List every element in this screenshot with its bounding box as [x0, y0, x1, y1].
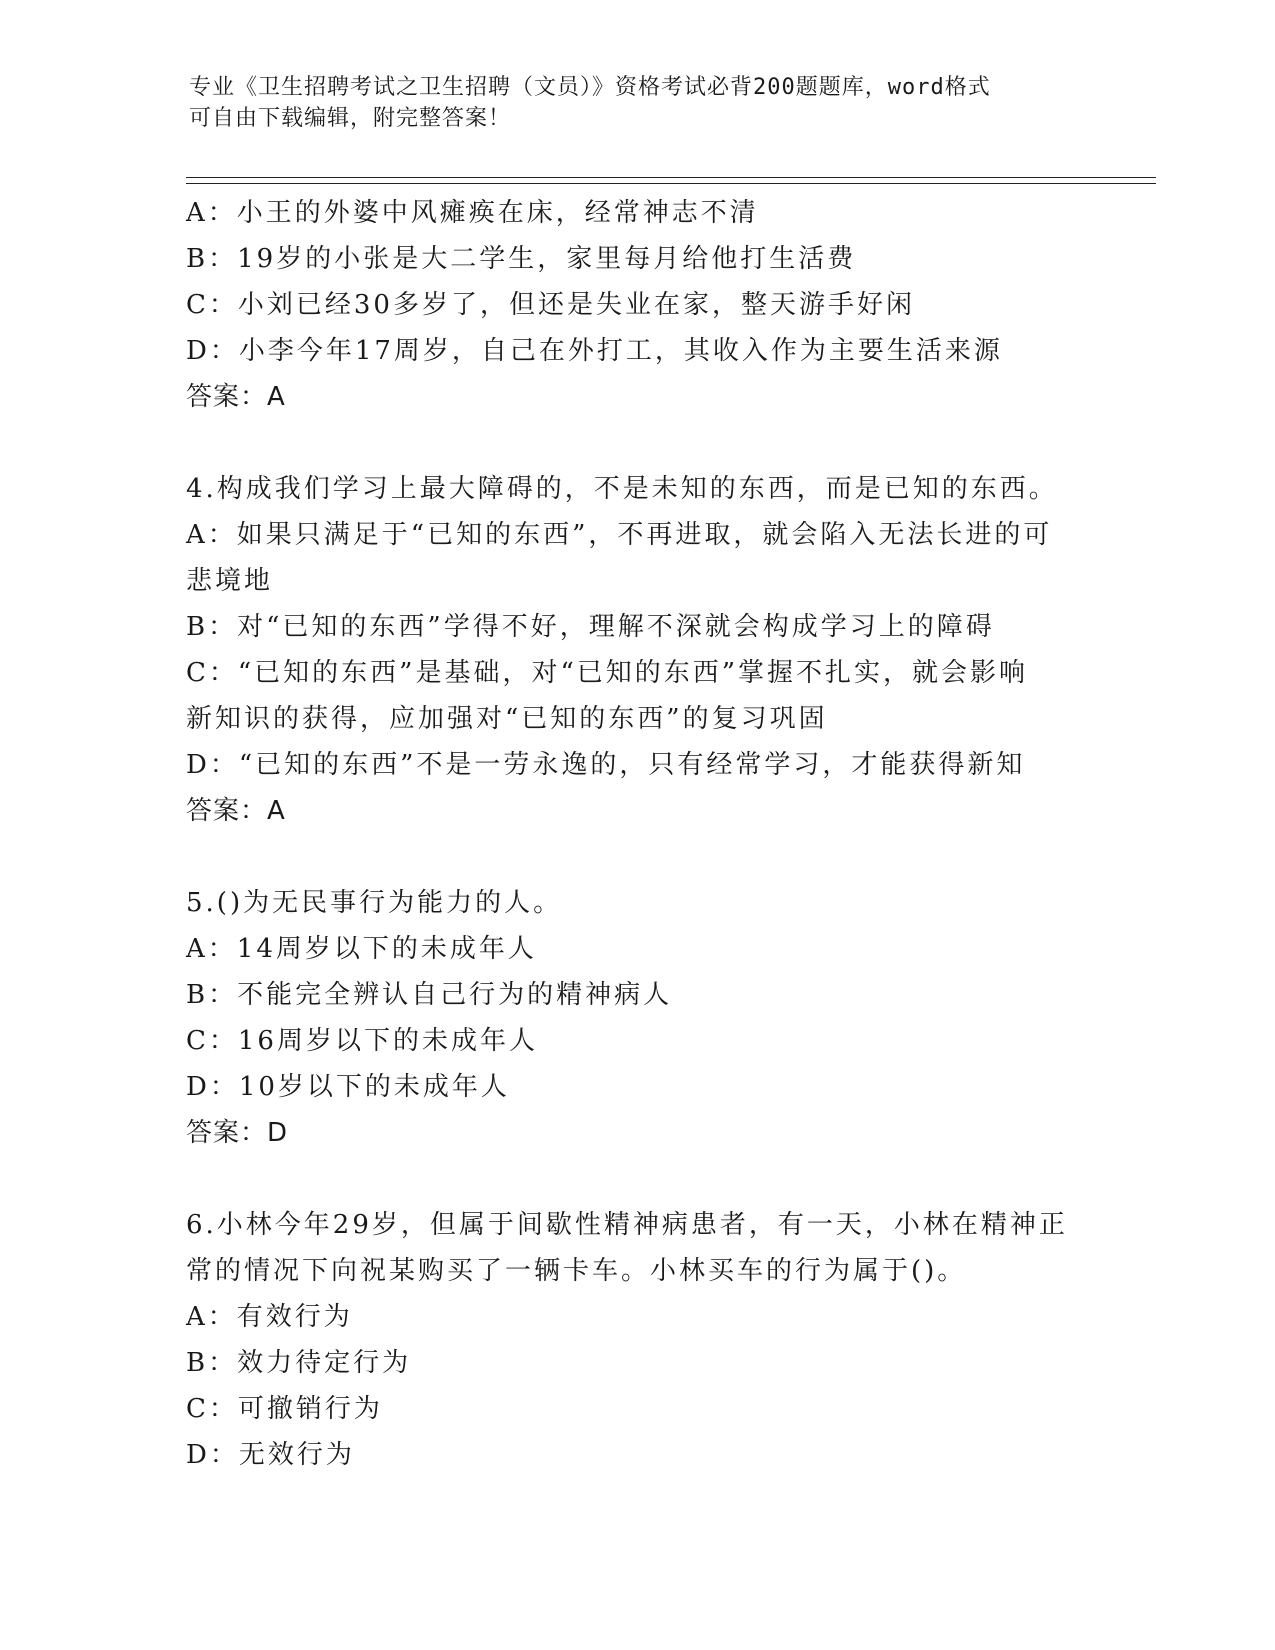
q4-option-a-line-1: A：如果只满足于“已知的东西”，不再进取，就会陷入无法长进的可 [186, 520, 1053, 550]
header-divider-top [186, 177, 1156, 178]
question-3 [186, 190, 1086, 420]
q4-answer: 答案：A [186, 796, 286, 826]
q3-option-c: C：小刘已经30多岁了，但还是失业在家，整天游手好闲 [186, 290, 915, 320]
q4-option-a-line-2: 悲境地 [186, 566, 274, 596]
q5-answer: 答案：D [186, 1118, 289, 1148]
q6-option-d: D：无效行为 [186, 1440, 355, 1470]
q3-option-a: A：小王的外婆中风瘫痪在床，经常神志不清 [186, 198, 759, 228]
document-header [189, 72, 1069, 134]
spacer [186, 420, 1086, 466]
q4-stem: 4.构成我们学习上最大障碍的，不是未知的东西，而是已知的东西。 [186, 474, 1058, 504]
q5-option-a: A：14周岁以下的未成年人 [186, 934, 537, 964]
q6-stem-line-1: 6.小林今年29岁，但属于间歇性精神病患者，有一天，小林在精神正 [186, 1210, 1068, 1240]
question-list [186, 190, 1086, 1478]
q5-option-c: C：16周岁以下的未成年人 [186, 1026, 538, 1056]
q6-option-a: A：有效行为 [186, 1302, 353, 1332]
q3-option-d: D：小李今年17周岁，自己在外打工，其收入作为主要生活来源 [186, 336, 1003, 366]
q6-stem-line-2: 常的情况下向祝某购买了一辆卡车。小林买车的行为属于()。 [186, 1256, 967, 1286]
q4-option-c-line-2: 新知识的获得，应加强对“已知的东西”的复习巩固 [186, 704, 828, 734]
question-5 [186, 880, 1086, 1156]
spacer [186, 1156, 1086, 1202]
q4-option-c-line-1: C：“已知的东西”是基础，对“已知的东西”掌握不扎实，就会影响 [186, 658, 1029, 688]
header-title-line-1: 专业《卫生招聘考试之卫生招聘（文员）》资格考试必背200题题库，word格式 [189, 75, 991, 100]
question-4 [186, 466, 1086, 834]
q3-option-b: B：19岁的小张是大二学生，家里每月给他打生活费 [186, 244, 857, 274]
q5-option-d: D：10岁以下的未成年人 [186, 1072, 510, 1102]
spacer [186, 834, 1086, 880]
q6-option-c: C：可撤销行为 [186, 1394, 383, 1424]
q5-stem: 5.()为无民事行为能力的人。 [186, 888, 563, 918]
q4-option-b: B：对“已知的东西”学得不好，理解不深就会构成学习上的障碍 [186, 612, 995, 642]
q6-option-b: B：效力待定行为 [186, 1348, 412, 1378]
q3-answer: 答案：A [186, 382, 286, 412]
header-divider-bottom [186, 183, 1156, 184]
q4-option-d: D：“已知的东西”不是一劳永逸的，只有经常学习，才能获得新知 [186, 750, 1026, 780]
header-title-line-2: 可自由下载编辑，附完整答案！ [189, 106, 512, 131]
q5-option-b: B：不能完全辨认自己行为的精神病人 [186, 980, 673, 1010]
question-6 [186, 1202, 1086, 1478]
